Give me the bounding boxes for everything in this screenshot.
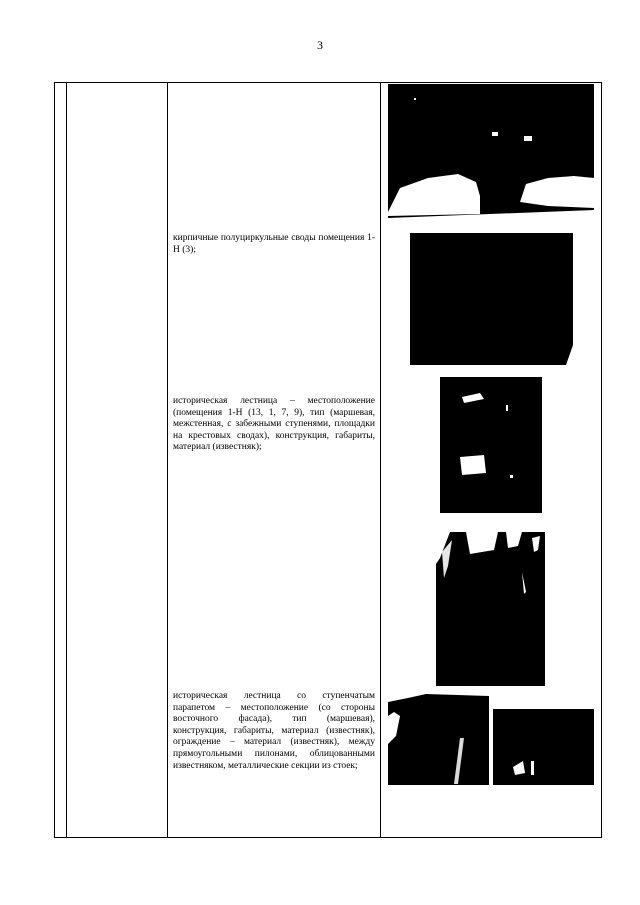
staircase-photo-1 xyxy=(440,377,542,513)
vault-photo-2 xyxy=(410,233,573,365)
element-description-vaults: кирпичные полуциркульные своды помещения 1-Н (3); xyxy=(173,233,375,255)
column-divider-1 xyxy=(66,82,67,838)
parapet-stair-photo-2 xyxy=(493,709,594,785)
parapet-stair-photo-1 xyxy=(388,692,489,785)
column-divider-2 xyxy=(167,82,168,838)
element-description-parapet-staircase: историческая лестница со ступенчатым парапетом – местоположение (со стороны восточного фасада), тип (маршевая), конструкция, габариты, материал (известняк), ограждение – материал (известняк), между прямоугольными пилонами, облицованными известняком, металлические секции из стоек; xyxy=(173,691,375,771)
element-description-staircase: историческая лестница – местоположение (помещения 1-Н (13, 1, 7, 9), тип (маршевая, межстенная, с забежными ступенями, площадки на крестовых сводах), конструкция, габариты, материал (известняк); xyxy=(173,396,375,453)
vault-photo-1 xyxy=(388,84,594,220)
staircase-photo-2 xyxy=(436,532,545,686)
column-divider-3 xyxy=(380,82,381,838)
page-number: 3 xyxy=(317,38,323,52)
